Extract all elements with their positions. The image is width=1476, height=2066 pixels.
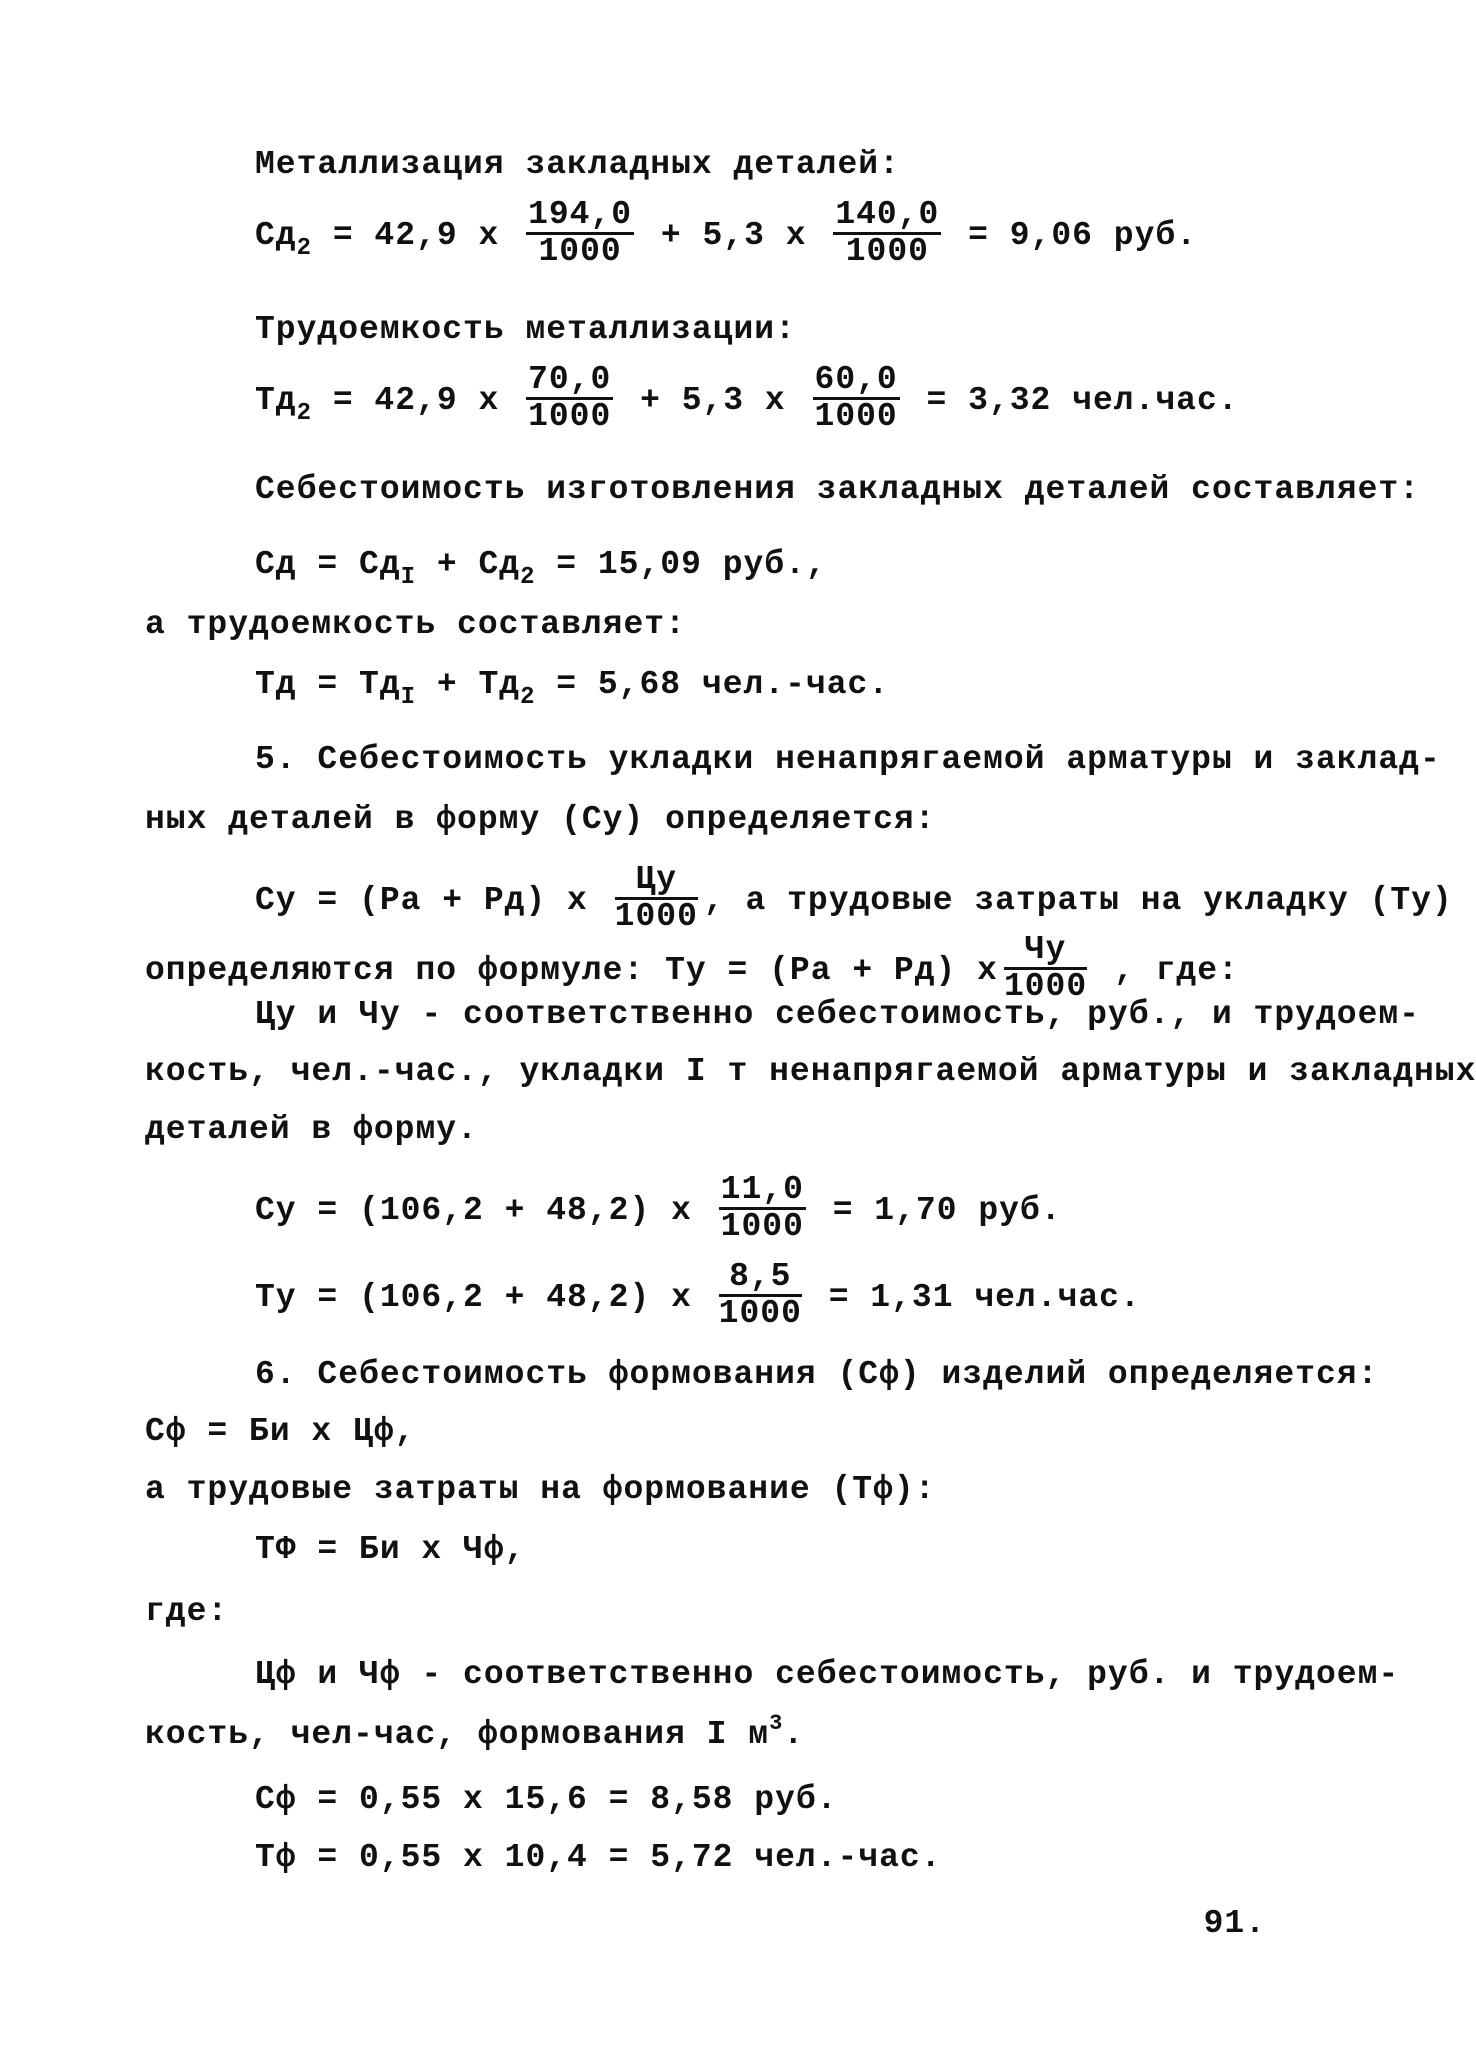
formula-result: = 9,06 руб. [947, 217, 1197, 255]
numerator: 140,0 [835, 196, 940, 233]
formula-mid: + 5,3 х [640, 217, 828, 255]
superscript: 3 [769, 1711, 784, 1736]
fraction [526, 363, 613, 434]
numerator: 60,0 [814, 361, 898, 398]
formula-lhs: Ту = (106,2 + 48,2) х [255, 1279, 713, 1317]
subscript: 2 [520, 564, 536, 591]
para6-line1: 6. Себестоимость формования (Сф) изделий определяется: [255, 1356, 1379, 1393]
formula-lhs: Тд = Тд [255, 666, 401, 703]
formula-lhs: Тд [255, 382, 297, 420]
heading-metallization: Металлизация закладных деталей: [255, 146, 900, 183]
formula-pre: определяются по формуле: [145, 952, 666, 990]
denominator: 1000 [718, 1295, 802, 1332]
denominator: 1000 [1003, 968, 1088, 1005]
numerator: 70,0 [528, 361, 612, 398]
fraction [719, 1260, 802, 1331]
labor-text: а трудоемкость составляет: [145, 606, 686, 643]
formula-result: = 15,09 руб., [535, 546, 827, 583]
formula-tu [255, 1258, 1141, 1333]
formula-tf: Тф = 0,55 х 10,4 = 5,72 чел.-час. [255, 1839, 942, 1876]
subscript: I [400, 564, 417, 591]
formula-eq: = 42,9 х [312, 217, 521, 255]
formula-cd [255, 545, 827, 591]
formula-sf-general: Сф = Би х Цф, [145, 1413, 416, 1450]
subscript: I [400, 684, 417, 711]
fraction [1004, 933, 1087, 1004]
formula-mid: + 5,3 х [619, 382, 807, 420]
def-line1: Цу и Чу - соответственно себестоимость, руб., и трудоем- [255, 996, 1420, 1033]
formula-result: = 1,31 чел.час. [807, 1279, 1141, 1317]
denominator: 1000 [528, 398, 612, 435]
subscript: 2 [296, 400, 313, 428]
def-line2: кость, чел.-час., укладки I т ненапрягаемой арматуры и закладных [145, 1053, 1476, 1090]
fraction [526, 198, 634, 269]
numerator: 194,0 [528, 196, 633, 233]
denominator: 1000 [845, 233, 929, 270]
formula-td2 [255, 361, 1239, 436]
def2-end: . [783, 1716, 805, 1753]
numerator: 8,5 [719, 1260, 802, 1297]
fraction [615, 863, 698, 934]
para6-line2: а трудовые затраты на формование (Тф): [145, 1471, 936, 1508]
formula-mid: + Тд [416, 666, 521, 703]
formula-su-general [255, 861, 1453, 936]
formula-mid: + Сд [416, 546, 521, 583]
fraction [719, 1173, 806, 1244]
formula-lhs: Су = (106,2 + 48,2) х [255, 1192, 713, 1230]
fraction [813, 363, 900, 434]
formula-lhs: Сд [255, 217, 297, 255]
def2-line2 [145, 1711, 805, 1758]
formula-tail: , а трудовые затраты на укладку (Ту) [703, 882, 1453, 920]
where-label: где: [145, 1593, 229, 1630]
denominator: 1000 [814, 398, 898, 435]
heading-labor: Трудоемкость металлизации: [255, 311, 796, 348]
def2-line1: Цф и Чф - соответственно себестоимость, руб. и трудоем- [255, 1656, 1400, 1693]
numerator: Чу [1004, 933, 1087, 970]
numerator: Цу [615, 863, 698, 900]
formula-cd2 [255, 196, 1197, 271]
formula-su [255, 1171, 1062, 1246]
formula-tf-general: ТФ = Би х Чф, [255, 1531, 526, 1568]
formula-lhs: Сд = Сд [255, 546, 401, 583]
formula-td [255, 665, 890, 711]
formula-result: = 1,70 руб. [811, 1192, 1062, 1230]
page-number: 91. [1203, 1905, 1266, 1942]
subscript: 2 [520, 684, 536, 711]
para5-line1: 5. Себестоимость укладки ненапрягаемой арматуры и заклад- [255, 741, 1441, 778]
denominator: 1000 [720, 1208, 804, 1245]
formula-result: = 5,68 чел.-час. [535, 666, 890, 703]
para5-line2: ных деталей в форму (Су) определяется: [145, 801, 936, 838]
subscript: 2 [296, 235, 313, 263]
formula-lhs: Ту = (Ра + Рд) х [665, 952, 998, 990]
formula-tail: , где: [1093, 952, 1239, 990]
formula-lhs: Су = (Ра + Рд) х [255, 882, 609, 920]
def2-text: кость, чел-час, формования I м [145, 1716, 770, 1753]
cost-text: Себестоимость изготовления закладных деталей составляет: [255, 471, 1420, 508]
formula-result: = 3,32 чел.час. [905, 382, 1239, 420]
def-line3: деталей в форму. [145, 1111, 478, 1148]
fraction [833, 198, 941, 269]
denominator: 1000 [538, 233, 622, 270]
denominator: 1000 [614, 898, 698, 935]
numerator: 11,0 [720, 1171, 804, 1208]
formula-sf: Сф = 0,55 х 15,6 = 8,58 руб. [255, 1781, 838, 1818]
formula-eq: = 42,9 х [312, 382, 521, 420]
